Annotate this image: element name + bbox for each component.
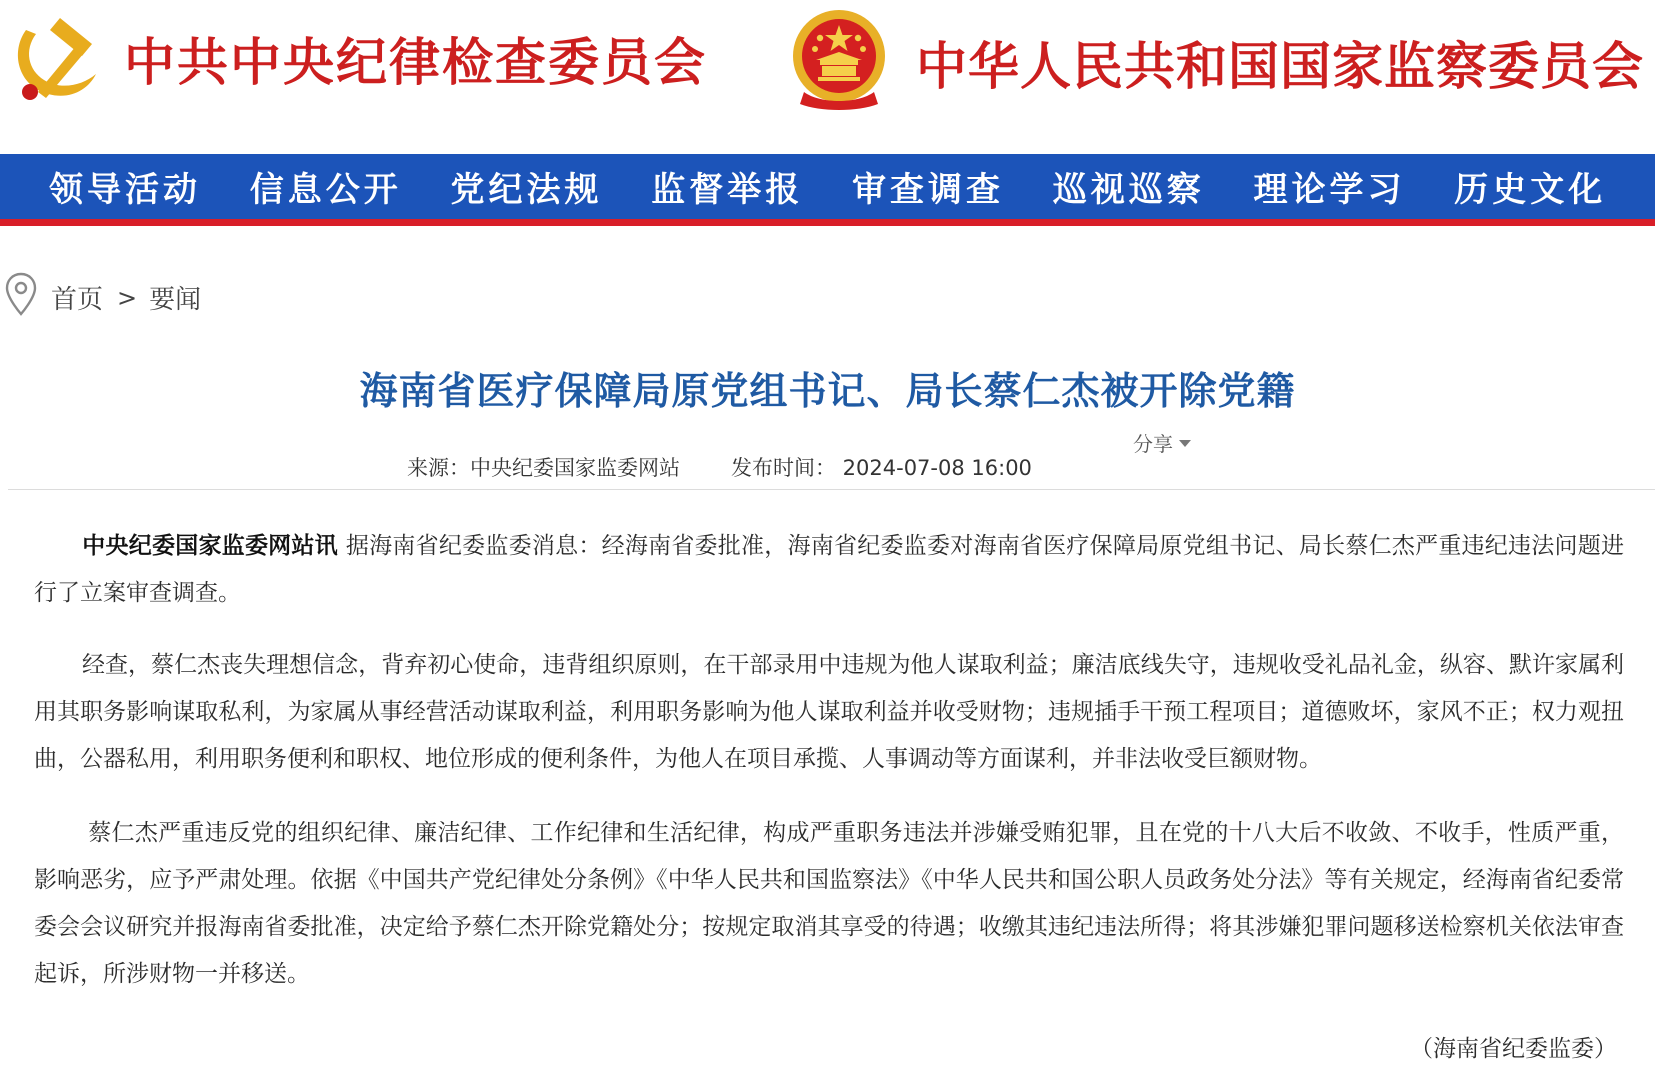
party-emblem-icon [8,8,100,108]
article-source: 来源：中央纪委国家监委网站 [407,456,680,480]
nav-item-regulations[interactable]: 党纪法规 [450,170,603,210]
nav-item-theory[interactable]: 理论学习 [1253,170,1406,210]
nav-item-leadership[interactable]: 领导活动 [49,170,201,210]
breadcrumb-home[interactable]: 首页 [51,285,104,315]
nav-item-investigation[interactable]: 审查调查 [852,170,1004,210]
nav-item-inspection[interactable]: 巡视巡察 [1052,170,1205,210]
breadcrumb-current[interactable]: 要闻 [149,285,202,315]
article-paragraph-3 [34,810,1624,998]
main-nav [0,154,1655,226]
header-divider [8,489,1655,490]
site-header [0,0,1655,154]
nsc-title: 中华人民共和国国家监察委员会 [916,37,1645,97]
article-lead: 中央纪委国家监委网站讯 [82,533,338,559]
nsc-brand[interactable] [790,8,1644,116]
article-title: 海南省医疗保障局原党组书记、局长蔡仁杰被开除党籍 [359,371,1296,413]
breadcrumb-separator: > [117,283,138,312]
location-pin-icon [5,272,37,323]
national-emblem-icon [790,8,888,116]
nav-list [0,154,1655,219]
nav-item-information[interactable]: 信息公开 [249,170,402,210]
article-paragraph-2-text: 经查，蔡仁杰丧失理想信念，背弃初心使命，违背组织原则，在干部录用中违规为他人谋取利益；廉洁底线失守，违规收受礼品礼金，纵容、默许家属利用其职务影响谋取私利，为家属从事经营活动谋取利益，利用职务影响为他人谋取利益并收受财物；违规插手干预工程项目；道德败坏，家风不正；权力观扭曲，公器私用，利用职务便利和职权、地位形成的便利条件，为他人在项目承揽、人事调动等方面谋利，并非法收受巨额财物。 [34,652,1624,772]
chevron-down-icon [1179,440,1191,447]
share-label: 分享 [1133,432,1173,456]
article-publish-time: 发布时间： 2024-07-08 16:00 [731,456,1032,480]
share-button[interactable] [1133,428,1191,457]
article-paragraph-1-text: 据海南省纪委监委消息：经海南省委批准，海南省纪委监委对海南省医疗保障局原党组书记、局长蔡仁杰严重违纪违法问题进行了立案审查调查。 [34,533,1625,606]
article-paragraph-1 [34,523,1624,617]
cdi-title: 中共中央纪律检查委员会 [124,33,708,93]
article-signoff: （海南省纪委监委） [1410,1036,1617,1062]
cdi-brand[interactable] [8,8,707,108]
nav-item-supervision[interactable]: 监督举报 [651,170,804,210]
breadcrumb [5,272,201,323]
article-paragraph-3-text: 蔡仁杰严重违反党的组织纪律、廉洁纪律、工作纪律和生活纪律，构成严重职务违法并涉嫌受贿犯罪，且在党的十八大后不收敛、不收手，性质严重，影响恶劣，应予严肃处理。依据《中国共产党纪律处分条例》《中华人民共和国监察法》《中华人民共和国公职人员政务处分法》等有关规定，经海南省纪委常委会会议研究并报海南省委批准，决定给予蔡仁杰开除党籍处分；按规定取消其享受的待遇；收缴其违纪违法所得；将其涉嫌犯罪问题移送检察机关依法审查起诉，所涉财物一并移送。 [34,820,1624,987]
article-paragraph-2 [34,642,1624,783]
nav-item-history[interactable]: 历史文化 [1454,170,1607,210]
